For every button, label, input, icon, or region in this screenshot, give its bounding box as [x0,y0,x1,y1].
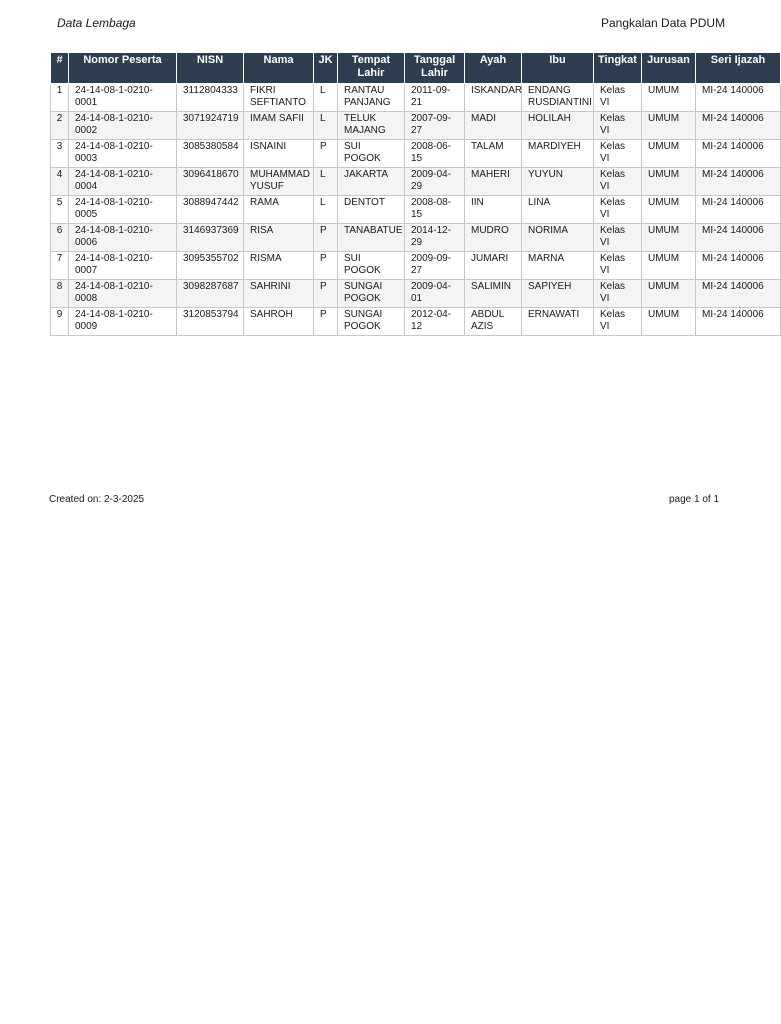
table-cell: UMUM [642,252,696,280]
table-cell: RISA [244,224,314,252]
table-cell: MI-24 140006 [696,84,781,112]
table-cell: IMAM SAFII [244,112,314,140]
table-cell: MI-24 140006 [696,252,781,280]
table-cell: UMUM [642,140,696,168]
table-cell: ISNAINI [244,140,314,168]
table-row [51,252,781,280]
table-cell: SUI POGOK [338,252,405,280]
table-cell: Kelas VI [594,84,642,112]
table-cell: 3112804333 [177,84,244,112]
table-cell: L [314,112,338,140]
table-cell: 2011-09-21 [405,84,465,112]
document-source: Pangkalan Data PDUM [601,16,726,30]
table-cell: 24-14-08-1-0210-0003 [69,140,177,168]
table-cell: 24-14-08-1-0210-0008 [69,280,177,308]
table-cell: P [314,308,338,336]
table-cell: TELUK MAJANG [338,112,405,140]
table-cell: RANTAU PANJANG [338,84,405,112]
table-cell: 2012-04-12 [405,308,465,336]
column-header: Ibu [522,53,594,84]
table-cell: LINA [522,196,594,224]
table-cell: MUDRO [465,224,522,252]
table-cell: MAHERI [465,168,522,196]
data-table-container [50,52,766,342]
table-cell: UMUM [642,84,696,112]
table-cell: RISMA [244,252,314,280]
table-cell: HOLILAH [522,112,594,140]
table-cell: 3096418670 [177,168,244,196]
table-cell: 7 [51,252,69,280]
table-cell: SUI POGOK [338,140,405,168]
table-cell: 2009-09-27 [405,252,465,280]
table-cell: ENDANG RUSDIANTINI [522,84,594,112]
table-cell: MI-24 140006 [696,196,781,224]
table-cell: MARDIYEH [522,140,594,168]
table-cell: Kelas VI [594,168,642,196]
table-cell: DENTOT [338,196,405,224]
table-cell: MI-24 140006 [696,168,781,196]
table-cell: 3098287687 [177,280,244,308]
table-cell: 2008-08-15 [405,196,465,224]
table-cell: L [314,196,338,224]
table-cell: 2009-04-29 [405,168,465,196]
table-cell: Kelas VI [594,252,642,280]
table-cell: Kelas VI [594,224,642,252]
table-cell: UMUM [642,168,696,196]
table-cell: L [314,168,338,196]
table-cell: 24-14-08-1-0210-0001 [69,84,177,112]
table-cell: MI-24 140006 [696,308,781,336]
table-cell: MI-24 140006 [696,280,781,308]
table-cell: TANABATUE [338,224,405,252]
table-row [51,112,781,140]
table-cell: 3146937369 [177,224,244,252]
column-header: Nomor Peserta [69,53,177,84]
document-title: Data Lembaga [57,16,136,30]
table-cell: SALIMIN [465,280,522,308]
table-body [51,84,781,336]
table-cell: RAMA [244,196,314,224]
table-cell: ISKANDAR [465,84,522,112]
table-cell: JAKARTA [338,168,405,196]
table-cell: P [314,280,338,308]
column-header: Jurusan [642,53,696,84]
table-cell: 3 [51,140,69,168]
table-row [51,308,781,336]
table-cell: 8 [51,280,69,308]
column-header: Tanggal Lahir [405,53,465,84]
table-cell: SAHROH [244,308,314,336]
table-cell: MI-24 140006 [696,140,781,168]
table-cell: 5 [51,196,69,224]
table-cell: UMUM [642,224,696,252]
table-row [51,196,781,224]
table-cell: MUHAMMAD YUSUF [244,168,314,196]
table-cell: 3085380584 [177,140,244,168]
table-cell: P [314,252,338,280]
column-header: NISN [177,53,244,84]
table-cell: 3088947442 [177,196,244,224]
table-row [51,280,781,308]
column-header: JK [314,53,338,84]
table-cell: Kelas VI [594,280,642,308]
table-cell: 24-14-08-1-0210-0009 [69,308,177,336]
table-cell: 1 [51,84,69,112]
table-cell: ERNAWATI [522,308,594,336]
table-cell: UMUM [642,196,696,224]
table-cell: P [314,224,338,252]
column-header: # [51,53,69,84]
table-row [51,224,781,252]
table-cell: UMUM [642,280,696,308]
column-header: Seri Ijazah [696,53,781,84]
created-date: Created on: 2-3-2025 [49,494,145,505]
table-cell: MARNA [522,252,594,280]
table-cell: 4 [51,168,69,196]
table-cell: 6 [51,224,69,252]
table-cell: UMUM [642,112,696,140]
table-cell: TALAM [465,140,522,168]
table-cell: Kelas VI [594,140,642,168]
table-cell: NORIMA [522,224,594,252]
column-header: Tempat Lahir [338,53,405,84]
table-cell: 3120853794 [177,308,244,336]
table-cell: MI-24 140006 [696,224,781,252]
column-header: Tingkat [594,53,642,84]
table-cell: UMUM [642,308,696,336]
table-cell: 3095355702 [177,252,244,280]
table-row [51,140,781,168]
column-header: Ayah [465,53,522,84]
table-cell: IIN [465,196,522,224]
table-row [51,84,781,112]
table-cell: SUNGAI POGOK [338,280,405,308]
table-cell: SAHRINI [244,280,314,308]
table-cell: ABDUL AZIS [465,308,522,336]
page-number: page 1 of 1 [669,494,720,505]
table-cell: SAPIYEH [522,280,594,308]
table-cell: 2008-06-15 [405,140,465,168]
table-cell: 24-14-08-1-0210-0007 [69,252,177,280]
student-table [50,52,781,336]
table-cell: L [314,84,338,112]
table-cell: 24-14-08-1-0210-0006 [69,224,177,252]
table-row [51,168,781,196]
table-cell: 24-14-08-1-0210-0005 [69,196,177,224]
table-cell: 2014-12-29 [405,224,465,252]
table-cell: Kelas VI [594,308,642,336]
table-header-row [51,53,781,84]
table-cell: 2007-09-27 [405,112,465,140]
table-cell: Kelas VI [594,112,642,140]
table-cell: MI-24 140006 [696,112,781,140]
table-cell: SUNGAI POGOK [338,308,405,336]
table-cell: 9 [51,308,69,336]
table-cell: 24-14-08-1-0210-0002 [69,112,177,140]
table-cell: 2 [51,112,69,140]
table-cell: YUYUN [522,168,594,196]
table-cell: Kelas VI [594,196,642,224]
table-cell: MADI [465,112,522,140]
table-cell: 24-14-08-1-0210-0004 [69,168,177,196]
table-cell: P [314,140,338,168]
column-header: Nama [244,53,314,84]
table-cell: JUMARI [465,252,522,280]
table-cell: 2009-04-01 [405,280,465,308]
table-cell: FIKRI SEFTIANTO [244,84,314,112]
table-cell: 3071924719 [177,112,244,140]
